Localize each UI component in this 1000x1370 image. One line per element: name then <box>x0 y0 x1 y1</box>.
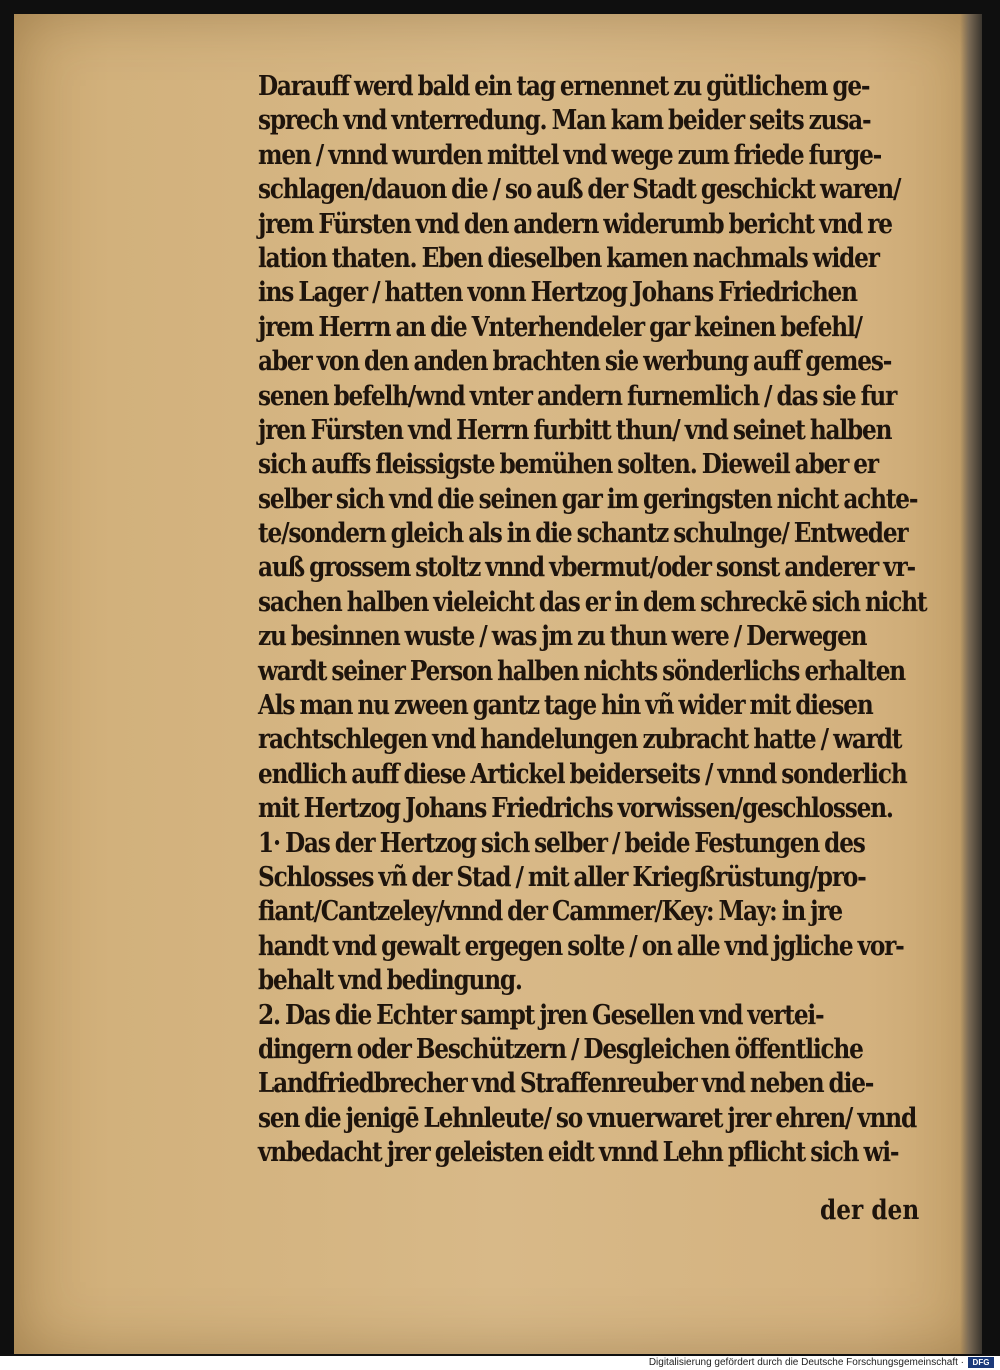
text-line: wardt seiner Person halben nichts sönderlichs erhalten <box>258 655 905 687</box>
text-line: rachtschlegen vnd handelungen zubracht hatte / wardt <box>258 724 902 756</box>
text-line: ins Lager / hatten vonn Hertzog Johans Friedrichen <box>258 277 857 309</box>
text-line: sprech vnd vnterredung. Man kam beider seits zusa- <box>258 105 871 137</box>
text-line: men / vnnd wurden mittel vnd wege zum friede furge- <box>258 139 882 171</box>
text-line: sen die jenigē Lehnleute/ so vnuerwaret jrer ehren/ vnnd <box>258 1102 917 1134</box>
text-line: dingern oder Beschützern / Desgleichen öffentliche <box>258 1033 863 1065</box>
text-line: schlagen/dauon die / so auß der Stadt geschickt waren/ <box>258 174 901 206</box>
text-line: zu besinnen wuste / was jm zu thun were / Derwegen <box>258 621 867 653</box>
text-line: jren Fürsten vnd Herrn furbitt thun/ vnd seinet halben <box>258 414 892 446</box>
text-line: Als man nu zween gantz tage hin vñ wider mit diesen <box>258 690 873 722</box>
text-line: auß grossem stoltz vnnd vbermut/oder sonst anderer vr- <box>258 552 915 584</box>
catchword: der den <box>820 1195 920 1226</box>
text-line: Schlosses vñ der Stad / mit aller Kriegßrüstung/pro- <box>258 861 866 893</box>
text-line: mit Hertzog Johans Friedrichs vorwissen/geschlossen. <box>258 793 893 825</box>
text-line: Darauff werd bald ein tag ernennet zu gütlichem ge- <box>258 71 870 102</box>
dfg-logo-icon: DFG <box>968 1357 994 1368</box>
text-line: selber sich vnd die seinen gar im geringsten nicht achte- <box>258 483 918 515</box>
page-edge <box>960 14 982 1354</box>
text-line: lation thaten. Eben dieselben kamen nachmals wider <box>258 242 879 274</box>
text-line: te/sondern gleich als in die schantz schulnge/ Entweder <box>258 518 908 550</box>
footer-credit: Digitalisierung gefördert durch die Deutsche Forschungsgemeinschaft · <box>648 1357 964 1368</box>
text-line: sich auffs fleissigste bemühen solten. Dieweil aber er <box>258 449 878 481</box>
page-text <box>258 70 928 1171</box>
text-line: handt vnd gewalt ergegen solte / on alle vnd jgliche vor- <box>258 930 904 962</box>
article-2-line: 2. Das die Echter sampt jren Gesellen vnd vertei- <box>258 999 824 1031</box>
text-line: Landfriedbrecher vnd Straffenreuber vnd neben die- <box>258 1068 874 1100</box>
text-line: sachen halben vieleicht das er in dem schreckē sich nicht <box>258 586 927 618</box>
text-line: vnbedacht jrer geleisten eidt vnnd Lehn pflicht sich wi- <box>258 1137 899 1169</box>
text-line: behalt vnd bedingung. <box>258 965 522 997</box>
text-line: aber von den anden brachten sie werbung auff gemes- <box>258 346 892 378</box>
text-line: jrem Fürsten vnd den andern widerumb bericht vnd re <box>258 208 892 240</box>
text-line: fiant/Cantzeley/vnnd der Cammer/Key: May: in jre <box>258 896 842 928</box>
text-line: jrem Herrn an die Vnterhendeler gar keinen befehl/ <box>258 311 862 343</box>
text-line: senen befelh/wnd vnter andern furnemlich / das sie fur <box>258 380 897 412</box>
article-1-line: 1· Das der Hertzog sich selber / beide Festungen des <box>258 827 865 859</box>
text-line: endlich auff diese Artickel beiderseits / vnnd sonderlich <box>258 758 907 790</box>
